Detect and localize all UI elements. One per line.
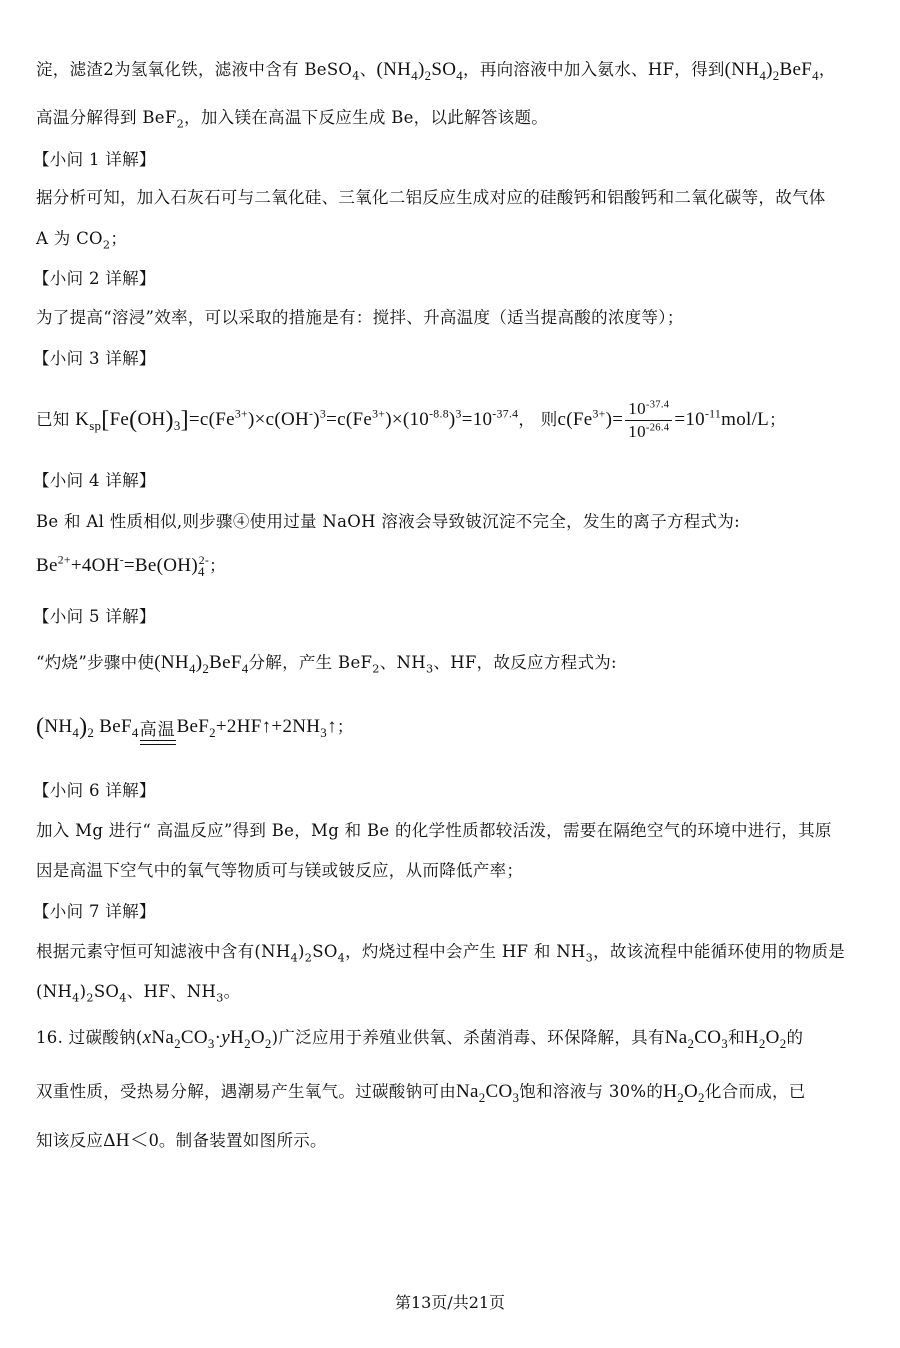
- q3-heading: 【小问 3 详解】: [33, 349, 156, 368]
- q7-line-2: $(NH_4)_2SO_4$、HF、$NH_3$。: [36, 982, 241, 1005]
- q7-line-1: 根据元素守恒可知滤液中含有$(NH_4)_2SO_4$，灼烧过程中会产生 HF 和 $NH_3$，故该流程中能循环使用的物质是: [36, 942, 846, 965]
- q6-heading: 【小问 6 详解】: [33, 781, 156, 800]
- q3-formula: 已知 $K_{sp}[Fe(OH)_3]=c(Fe^{3+})\times c(OH^-)^3=c(Fe^{3+})\times(10^{-8.8})^3=10^{-37.4}$， 则$c(Fe^{3+})=$ $\frac{10^{-37.4}}{10^{-26.4}}$ $=10^{-11}mol/L$；: [36, 399, 786, 442]
- formula-nh4-2-so4: $(NH_4)_2SO_4$: [376, 59, 464, 83]
- formula-nh4-2-bef4: $(NH_4)_2BeF_4$: [724, 59, 819, 83]
- formula-percarbonate: $xNa_2CO_3\cdot yH_2O_2$: [142, 1027, 272, 1051]
- intro-line-2: 高温分解得到 BeF$_2$，加入镁在高温下反应生成 Be，以此解答该题。: [36, 108, 549, 131]
- q5-heading: 【小问 5 详解】: [33, 607, 156, 626]
- fe-concentration-expression: $c(Fe^{3+})=$ $\frac{10^{-37.4}}{10^{-26.4}}$ $=10^{-11}mol/L$: [557, 399, 770, 442]
- q6-line-2: 因是高温下空气中的氧气等物质可与镁或铍反应，从而降低产率；: [36, 861, 524, 880]
- p16-line-2: 双重性质，受热易分解，遇潮易产生氧气。过碳酸钠可由$Na_2CO_3$饱和溶液与 30%的$H_2O_2$化合而成，已: [36, 1081, 806, 1105]
- condition-high-temp: 高温: [140, 721, 176, 745]
- ionic-equation: $Be^{2+}+4OH^-=Be(OH)_4^{2-}$: [36, 553, 210, 579]
- q5-line-1: “灼烧”步骤中使$(NH_4)_2BeF_4$分解，产生 BeF$_2$、$NH_3$、HF，故反应方程式为:: [36, 652, 617, 676]
- ksp-expression: $K_{sp}[Fe(OH)_3]=c(Fe^{3+})\times c(OH^-)^3=c(Fe^{3+})\times(10^{-8.8})^3=10^{-37.4}$: [75, 407, 519, 433]
- fraction: $\frac{10^{-37.4}}{10^{-26.4}}$: [625, 398, 672, 443]
- formula-nh4-2-bef4-b: $(NH_4)_2BeF_4$: [154, 652, 249, 676]
- formula-h2o2: $H_2O_2$: [744, 1027, 787, 1051]
- q1-line-2: A 为 $CO_2$；: [36, 229, 128, 252]
- q2-line-1: 为了提高“溶浸”效率，可以采取的措施是有：搅拌、升高温度（适当提高酸的浓度等）；: [36, 308, 684, 327]
- decomposition-equation: $(NH_4)_2$ BeF$_4$ 高温 $BeF_2+2HF↑+2NH_3↑$: [36, 716, 337, 737]
- q4-equation: $Be^{2+}+4OH^-=Be(OH)_4^{2-}$；: [36, 553, 226, 579]
- q4-heading: 【小问 4 详解】: [33, 471, 156, 490]
- formula-na2co3-b: $Na_2CO_3$: [456, 1081, 520, 1105]
- q1-line-1: 据分析可知，加入石灰石可与二氧化硅、三氧化二铝反应生成对应的硅酸钙和铝酸钙和二氧化碳等，故气体: [36, 188, 826, 207]
- delta-h-condition: ΔH＜0: [103, 1130, 159, 1151]
- q6-line-1: 加入 Mg 进行“ 高温反应”得到 Be，Mg 和 Be 的化学性质都较活泼，需要在隔绝空气的环境中进行，其原: [36, 821, 832, 840]
- intro-line-1: 淀，滤渣2为氢氧化铁，滤液中含有 BeSO$_4$、$(NH_4)_2SO_4$，再向溶液中加入氨水、HF，得到$(NH_4)_2BeF_4$，: [36, 59, 836, 83]
- q4-line-1: Be 和 Al 性质相似,则步骤④使用过量 NaOH 溶液会导致铍沉淀不完全，发生的离子方程式为:: [36, 512, 741, 531]
- q2-heading: 【小问 2 详解】: [33, 269, 156, 288]
- p16-line-3: 知该反应ΔH＜0。制备装置如图所示。: [36, 1130, 327, 1151]
- q7-heading: 【小问 7 详解】: [33, 902, 156, 921]
- q1-heading: 【小问 1 详解】: [33, 150, 156, 169]
- formula-na2co3: $Na_2CO_3$: [664, 1027, 729, 1051]
- p16-line-1: 16. 过碳酸钠$(xNa_2CO_3\cdot yH_2O_2)$广泛应用于养殖业供氧、杀菌消毒、环保降解，具有$Na_2CO_3$和$H_2O_2$的: [36, 1027, 804, 1051]
- q5-equation: $(NH_4)_2$ BeF$_4$ 高温 $BeF_2+2HF↑+2NH_3↑$；: [36, 702, 876, 752]
- formula-h2o2-b: $H_2O_2$: [663, 1081, 705, 1105]
- page-number: 第13页/共21页: [394, 1293, 506, 1312]
